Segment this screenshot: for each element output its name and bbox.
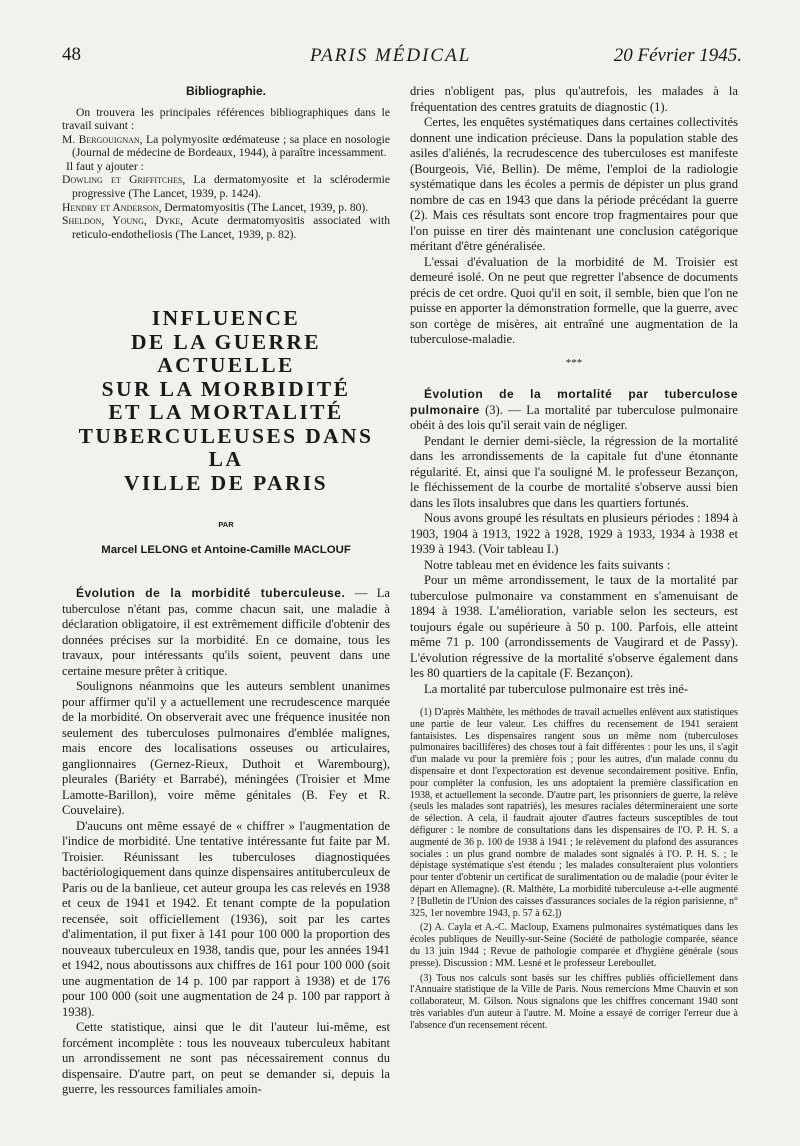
section-heading: Évolution de la mortalité par tuberculose pulmonaire <box>410 387 738 417</box>
paragraph-text: — La mortalité par tuberculose pulmonaire obéit à des lois qu'il serait vain de négliger. <box>410 402 738 432</box>
section-separator: *** <box>565 356 583 369</box>
paragraph <box>410 387 738 434</box>
reference-text: La dermatomyosite et la sclérodermie progressive (The Lancet, 1939, p. 1424). <box>72 173 391 201</box>
right-column <box>410 84 738 1035</box>
article-title-line: VILLE DE PARIS <box>123 470 329 495</box>
authors: Marcel LELONG et Antoine-Camille MACLOUF <box>101 543 351 556</box>
article-title-line: DE LA GUERRE ACTUELLE <box>130 329 322 378</box>
article-title-line: INFLUENCE <box>151 306 301 331</box>
paragraph: Notre tableau met en évidence les faits suivants : <box>424 557 671 572</box>
paragraph: Pour un même arrondissement, le taux de la mortalité par tuberculose pulmonaire va constamment en s'amenuisant de 1894 à 1938. L'amélioration, variable selon les secteurs, est toujours égale ou supérieure à 50 p. 100. Parfois, elle atteint même 71 p. 100 (arrondissements de Vaugirard et de Passy). L'évolution régressive de la mortalité s'observe également dans les 80 quartiers de la capitale (F. Bezançon). <box>410 573 738 680</box>
page-number: 48 <box>62 44 81 65</box>
issue-date: 20 Février 1945. <box>613 45 742 66</box>
reference-text: Dermatomyositis (The Lancet, 1939, p. 80). <box>164 200 369 214</box>
reference <box>62 201 390 215</box>
paragraph: Pendant le dernier demi-siècle, la régression de la mortalité dans les arrondissements de la capitale fut d'une étonnante régularité. Et, ainsi que l'a souligné M. le professeur Bezançon, le fléchissement de la courbe de mortalité s'observe aussi bien dans les îlots insalubres que dans les quartiers fortunés. <box>410 433 738 510</box>
paragraph <box>62 586 390 679</box>
reference <box>62 214 390 241</box>
left-column <box>62 84 390 1098</box>
paragraph: dries n'obligent pas, plus qu'autrefois, les malades à la fréquentation des centres gratuits de diagnostic (1). <box>410 84 738 114</box>
reference <box>62 133 390 160</box>
paragraph-text: — La tuberculose n'étant pas, comme chacun sait, une maladie à déclaration obligatoire, il est extrêmement difficile d'obtenir des données précises sur la morbidité. En ce domaine, tous les travaux, pour intéressants qu'ils soient, peuvent dans une certaine mesure prêter à critique. <box>62 586 390 678</box>
byline-par: PAR <box>218 520 234 530</box>
reference <box>62 173 390 200</box>
reference-text: La polymyosite œdémateuse ; sa place en nosologie (Journal de médecine de Bordeaux, 1944), à paraître incessamment. <box>72 132 390 160</box>
footnote: (1) D'après Malthète, les méthodes de travail actuelles enlèvent aux statistiques une partie de leur valeur. Les chiffres du recensement de 1941 seraient fantaisistes. Les dispensaires rangent sous un même nom (tuberculoses pulmonaires bacillifères) des choses tout à fait différentes : pour les uns, il s'agit d'un malade vu pour la première fois ; pour les autres, d'un malade connu du dispensaire et dont l'expectoration est devenue secondairement positive. Enfin, pour compléter la confusion, les uns adoptaient la première classification en 1938, et actuellement la seconde. D'autre part, les prisonniers de guerre, la relève (seuls les malades sont rapatriés), les mesures raciales détermineraient une sorte de sélection. A cela, il faudrait ajouter d'autres facteurs susceptibles de tout défigurer : le nombre de consultations dans les dispensaires de l'O. P. H. S. a augmenté de 36 p. 100 de 1938 à 1941 ; le relèvement du plafond des assurances sociales : un plus grand nombre de malades sont signalés à l'O. P. H. S. ; le dépistage systématique s'est étendu ; les malades consulteraient plus volontiers pour tenter d'obtenir un certificat de suralimentation ou de maladie (pour éviter le départ en Allemagne). (R. Malthète, La morbidité tuberculeuse a-t-elle augmenté ? [Bulletin de l'Union des caisses d'assurances sociales de la région parisienne, n° 325, 1er novembre 1943, p. 57 à 62.]) <box>410 707 738 919</box>
journal-title: PARIS MÉDICAL <box>310 45 472 66</box>
footnote: (2) A. Cayla et A.-C. Macloup, Examens pulmonaires systématiques dans les écoles publiques de Neuilly-sur-Seine (Société de pathologie comparée, séance du 13 juin 1944 ; Revue de pathologie comparée et d'hygiène générale (sous presse). Discussion : MM. Lesné et le professeur Lereboullet. <box>410 922 738 969</box>
paragraph: La mortalité par tuberculose pulmonaire est très iné- <box>424 681 689 696</box>
bibliography-title: Bibliographie. <box>185 84 266 98</box>
paragraph: Certes, les enquêtes systématiques dans certaines collectivités donnent une indication précieuse. Dans la population stable des asiles d'aliénés, la recrudescence des tuberculoses est manifeste (Bourgeois, Vié, Bellin). De même, l'emploi de la radiologie systématique dans les écoles a permis de dépister un plus grand nombre de cas en 1943 que dans la période précédant la guerre (2). Mais ces résultats sont encore trop fragmentaires pour que l'on puisse en tirer dès maintenant une conclusion catégorique méritant d'être généralisée. <box>410 115 738 253</box>
bibliography-add: Il faut y ajouter : <box>66 159 144 173</box>
bibliography-intro: On trouvera les principales références bibliographiques dans le travail suivant : <box>62 105 390 133</box>
footnote: (3) Tous nos calculs sont basés sur les chiffres publiés officiellement dans l'Annuaire statistique de la Ville de Paris. Nous remercions Mme Chauvin et son collaborateur, M. Gilson. Nous signalons que les chiffres concernant 1940 sont très variables d'un auteur à l'autre. M. Moine a essayé de corriger l'erreur due à l'absence d'un recensement récent. <box>410 972 738 1031</box>
reference-text: Acute dermatomyositis associated with reticulo-endotheliosis (The Lancet, 1939, p. 82). <box>72 214 390 241</box>
paragraph: Cette statistique, ainsi que le dit l'auteur lui-même, est forcément incomplète : tous les nouveaux tuberculeux habitant un arrondissement ne sont pas nécessairement connus du dispensaire. D'autre part, on peut se demander si, depuis la guerre, les ressources familiales amoin- <box>62 1020 390 1097</box>
article-title <box>62 307 390 495</box>
reference-author: Sheldon, Young, Dyke, <box>62 214 184 228</box>
footnotes <box>410 707 738 1032</box>
article-title-line: SUR LA MORBIDITÉ <box>101 376 351 401</box>
reference-author: Dowling et Griffitches, <box>62 173 186 187</box>
reference-author: Hendry et Anderson, <box>62 200 162 214</box>
page-header <box>0 0 800 66</box>
paragraph: Nous avons groupé les résultats en plusieurs périodes : 1894 à 1903, 1904 à 1913, 1922 à 1928, 1929 à 1933, 1934 à 1938 et 1939 à 1943. (Voir tableau I.) <box>410 511 738 556</box>
article-title-line: TUBERCULEUSES DANS LA <box>78 423 374 472</box>
paragraph: Soulignons néanmoins que les auteurs semblent unanimes pour affirmer qu'il y a actuellement une recrudescence marquée de la morbidité. On observerait avec une fréquence inusitée non seulement des tuberculoses pulmonaires d'emblée malignes, mais encore des localisations osseuses ou articulaires, ganglionnaires (Gernez-Rieux, Duthoit et Warembourg), pleurales (Bariéty et Barrabé), méningées (Troisier et Mme Lamotte-Barillon), voire même génitales (B. Fey et R. Couvelaire). <box>62 679 390 818</box>
reference-author: M. Bergouignan, <box>62 132 143 146</box>
article-title-line: ET LA MORTALITÉ <box>108 400 344 425</box>
bibliography <box>62 106 390 242</box>
paragraph: D'aucuns ont même essayé de « chiffrer » l'augmentation de l'indice de morbidité. Une tentative intéressante fut faite par M. Troisier. Réunissant les tuberculoses diagnostiquées bactériologiquement dans quinze dispensaires antituberculeux de Paris ou de la banlieue, cet auteur groupa les cas relevés en 1938 et ceux de 1941 et 1942. Et tenant compte de la population recensée, soit officiellement (1936), soit par les cartes d'alimentation, il put fixer à 141 pour 100 000 la proportion des nouveaux tuberculeux en 1938, tandis que, pour les années 1941 et 1942, nous aboutissons aux chiffres de 161 pour 100 000 (soit une augmentation de 14 p. 100 par rapport à 1938) et de 176 pour 100 000 (soit une augmentation de 24 p. 100 par rapport à 1938). <box>62 818 390 1019</box>
section-ref: (3). <box>485 402 503 417</box>
paragraph: L'essai d'évaluation de la morbidité de M. Troisier est demeuré isolé. On ne peut que regretter l'absence de documents précis de cet ordre. Quoi qu'il en soit, il semble, bien que l'on ne puisse en apporter la démonstration formelle, que la guerre, avec son cortège de misères, ait entraîné une augmentation de la tuberculose-maladie. <box>410 254 738 346</box>
section-heading: Évolution de la morbidité tuberculeuse. <box>76 586 346 601</box>
